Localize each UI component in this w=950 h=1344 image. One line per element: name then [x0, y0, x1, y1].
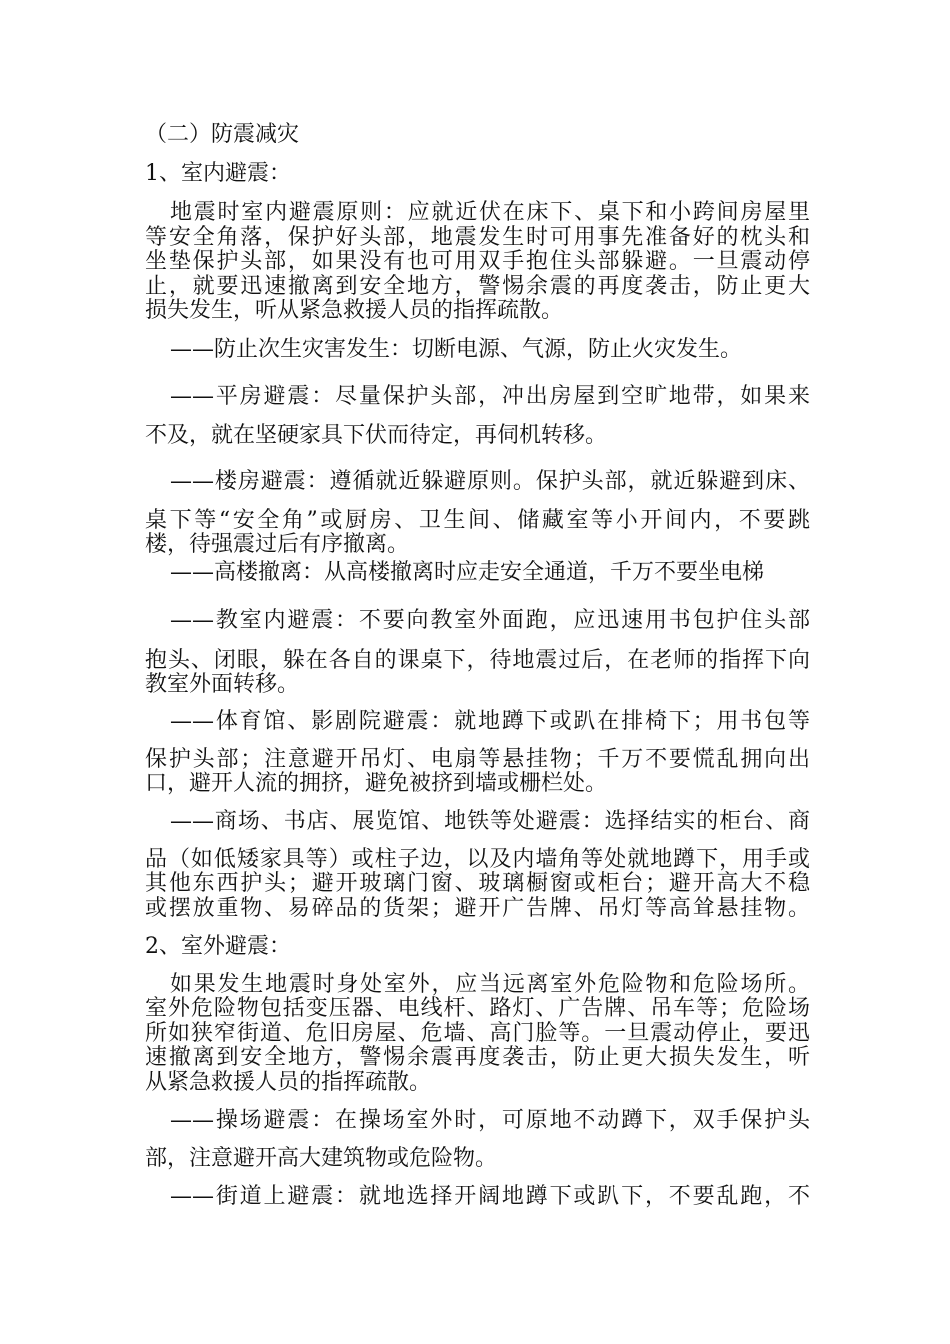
bungalow-item: 不及，就在坚硬家具下伏而待定，再伺机转移。	[145, 423, 608, 448]
gym-item: ——体育馆、影剧院避震：就地蹲下或趴在排椅下；用书包等	[170, 709, 810, 734]
paragraph-line: 所如狭窄街道、危旧房屋、危墙、高门脸等。一旦震动停止，要迅	[145, 1021, 810, 1046]
street-item: ——街道上避震：就地选择开阔地蹲下或趴下，不要乱跑，不	[170, 1184, 810, 1209]
paragraph-line: 等安全角落，保护好头部，地震发生时可用事先准备好的枕头和	[145, 225, 810, 250]
building-item: 楼，待强震过后有序撤离。	[145, 532, 410, 557]
classroom-item: ——教室内避震：不要向教室外面跑，应迅速用书包护住头部	[170, 608, 810, 633]
paragraph-line: 从紧急救援人员的指挥疏散。	[145, 1070, 432, 1095]
playground-item: 部，注意避开高大建筑物或危险物。	[145, 1146, 498, 1171]
outdoor-heading: 2、室外避震：	[145, 934, 291, 959]
mall-item: ——商场、书店、展览馆、地铁等处避震：选择结实的柜台、商	[170, 809, 810, 834]
paragraph-line: 止，就要迅速撤离到安全地方，警惕余震的再度袭击，防止更大	[145, 274, 810, 299]
playground-item: ——操场避震：在操场室外时，可原地不动蹲下，双手保护头	[170, 1108, 810, 1133]
secondary-disaster-item: ——防止次生灾害发生：切断电源、气源，防止火灾发生。	[170, 337, 743, 362]
gym-item: 口，避开人流的拥挤，避免被挤到墙或栅栏处。	[145, 771, 608, 796]
gym-item: 保护头部；注意避开吊灯、电扇等悬挂物；千万不要慌乱拥向出	[145, 747, 810, 772]
paragraph-line: 地震时室内避震原则：应就近伏在床下、桌下和小跨间房屋里	[170, 200, 810, 225]
mall-item: 或摆放重物、易碎品的货架；避开广告牌、吊灯等高耸悬挂物。	[145, 896, 810, 921]
building-item: 桌下等“安全角”或厨房、卫生间、储藏室等小开间内，不要跳	[145, 508, 810, 533]
paragraph-line: 损失发生，听从紧急救援人员的指挥疏散。	[145, 298, 564, 323]
mall-item: 品（如低矮家具等）或柱子边，以及内墙角等处就地蹲下，用手或	[145, 847, 810, 872]
paragraph-line: 速撤离到安全地方，警惕余震再度袭击，防止更大损失发生，听	[145, 1045, 810, 1070]
paragraph-line: 室外危险物包括变压器、电线杆、路灯、广告牌、吊车等；危险场	[145, 996, 810, 1021]
paragraph-line: 坐垫保护头部，如果没有也可用双手抱住头部躲避。一旦震动停	[145, 249, 810, 274]
building-item: ——楼房避震：遵循就近躲避原则。保护头部，就近躲避到床、	[170, 469, 810, 494]
highrise-item: ——高楼撤离：从高楼撤离时应走安全通道，千万不要坐电梯	[170, 560, 765, 585]
classroom-item: 抱头、闭眼，躲在各自的课桌下，待地震过后，在老师的指挥下向	[145, 648, 810, 673]
bungalow-item: ——平房避震：尽量保护头部，冲出房屋到空旷地带，如果来	[170, 384, 810, 409]
mall-item: 其他东西护头；避开玻璃门窗、玻璃橱窗或柜台；避开高大不稳	[145, 871, 810, 896]
paragraph-line: 如果发生地震时身处室外，应当远离室外危险物和危险场所。	[170, 972, 810, 997]
classroom-item: 教室外面转移。	[145, 672, 300, 697]
indoor-heading: 1、室内避震：	[145, 161, 291, 186]
section-heading: （二）防震减灾	[145, 122, 300, 147]
